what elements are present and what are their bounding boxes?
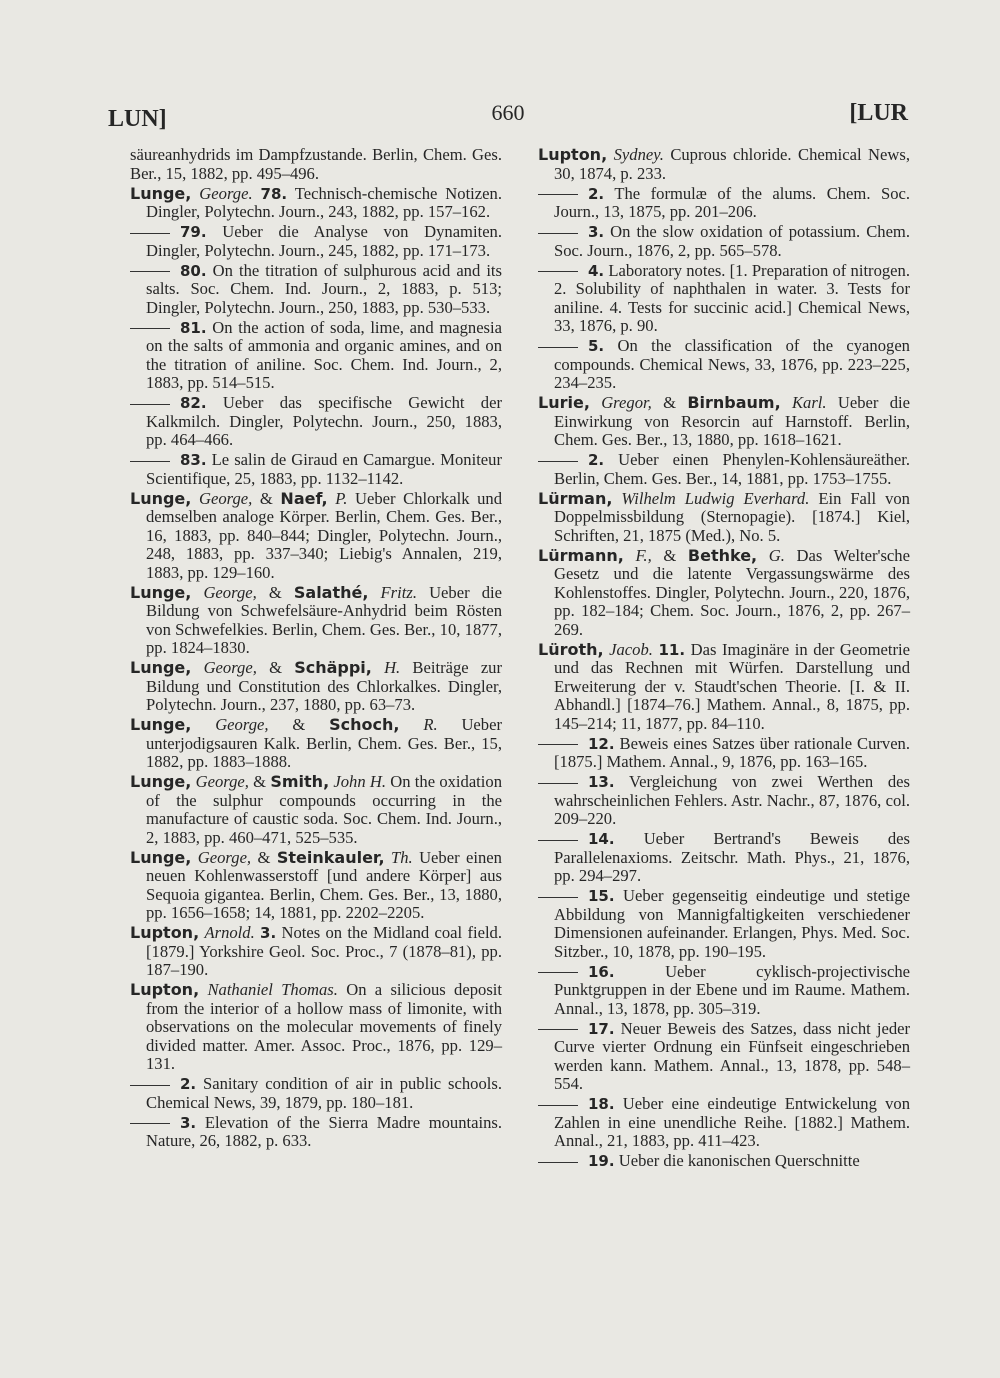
entry-number: 3. bbox=[588, 223, 605, 241]
entry-number: 81. bbox=[180, 318, 207, 337]
entry-text: On the oxidation of the sulphur compounds occurring in the manufacture of caustic soda. Soc. Chem. Ind. Journ., 2, 1883, pp. 460–471, 525–535. bbox=[146, 772, 502, 847]
coauthor-surname: Bethke, bbox=[687, 545, 758, 565]
bibliography-entry bbox=[538, 963, 910, 1019]
coauthor-given-name: John H. bbox=[333, 772, 387, 791]
author-given-name: George, bbox=[203, 658, 257, 677]
entry-number: 15. bbox=[588, 887, 615, 905]
author-given-name: George, bbox=[198, 488, 253, 508]
bibliography-entry bbox=[538, 830, 910, 886]
entry-number: 82. bbox=[180, 394, 207, 412]
entry-text: Ueber eine eindeutige Entwickelung von Zahlen in eine unendliche Reihe. [1882.] Mathem. Annal., 21, 1883, pp. 411–423. bbox=[554, 1094, 910, 1150]
entry-number: 12. bbox=[588, 734, 615, 753]
ditto-dash bbox=[538, 744, 578, 745]
author-surname: Lunge, bbox=[130, 715, 192, 734]
bibliography-entry bbox=[538, 1020, 910, 1094]
bibliography-entry bbox=[538, 185, 910, 222]
author-given-name: George. bbox=[199, 183, 253, 203]
entry-text: Ueber cyklisch-projectivische Punktgruppen in der Ebene und im Raume. Mathem. Annal., 13, 1878, pp. 305–319. bbox=[554, 961, 910, 1018]
ditto-dash bbox=[538, 1105, 578, 1106]
ditto-dash bbox=[538, 347, 578, 348]
bibliography-entry bbox=[130, 1114, 502, 1151]
entry-number: 14. bbox=[588, 830, 615, 848]
bibliography-entry bbox=[538, 146, 910, 183]
coauthor-given-name: H. bbox=[384, 658, 401, 677]
entry-number: 78. bbox=[260, 184, 288, 203]
entry-text: Ueber Chlorkalk und demselben analoge Körper. Berlin, Chem. Ges. Ber., 16, 1883, pp. 840–844; Dingler, Polytechn. Journ., 248, 1883, pp. 337–340; Liebig's Annalen, 219, 1883, pp. 129–160. bbox=[146, 488, 502, 582]
entry-text: Technisch-chemische Notizen. Dingler, Polytechn. Journ., 243, 1882, pp. 157–162. bbox=[146, 183, 502, 221]
ampersand: & bbox=[253, 772, 267, 791]
entry-number: 19. bbox=[588, 1152, 615, 1170]
entry-number: 18. bbox=[588, 1095, 615, 1113]
entry-text: Ueber gegenseitig eindeutige und stetige Abbildung von Mannigfaltigkeiten verschiedener Dimensionen aufeinander. Erlangen, Phys. Med. Soc. Sitzber., 10, 1878, pp. 190–195. bbox=[554, 886, 910, 961]
entry-text: On the slow oxidation of potassium. Chem. Soc. Journ., 1876, 2, pp. 565–578. bbox=[554, 222, 910, 260]
ampersand: & bbox=[269, 658, 282, 677]
author-given-name: Wilhelm Ludwig Everhard. bbox=[621, 488, 810, 508]
bibliography-entry bbox=[130, 185, 502, 222]
bibliography-entry bbox=[130, 1075, 502, 1112]
author-surname: Lupton, bbox=[130, 923, 200, 942]
author-given-name: George, bbox=[203, 582, 257, 602]
ditto-dash bbox=[538, 783, 578, 784]
entry-text: Sanitary condition of air in public schools. Chemical News, 39, 1879, pp. 180–181. bbox=[146, 1074, 502, 1112]
entry-text: Ueber unterjodigsauren Kalk. Berlin, Chem. Ges. Ber., 15, 1882, pp. 1883–1888. bbox=[146, 715, 502, 771]
entry-text: Ueber die kanonischen Querschnitte bbox=[618, 1151, 860, 1170]
coauthor-given-name: Th. bbox=[390, 847, 413, 867]
entry-number: 5. bbox=[588, 337, 605, 355]
author-surname: Lupton, bbox=[130, 980, 200, 999]
author-surname: Lüroth, bbox=[538, 639, 604, 659]
author-given-name: George, bbox=[215, 715, 269, 734]
entry-number: 79. bbox=[180, 223, 207, 241]
entry-text: Ueber einen neuen Kohlenwasserstoff [und andere Körper] aus Sequoia gigantea. Berlin, Chem. Ges. Ber., 13, 1880, pp. 1656–1658; 14, 1881, pp. 2202–2205. bbox=[146, 847, 502, 922]
ditto-dash bbox=[538, 271, 578, 272]
entry-text: Ueber einen Phenylen-Kohlensäureäther. Berlin, Chem. Ges. Ber., 14, 1881, pp. 1753–1755. bbox=[554, 450, 910, 488]
ditto-dash bbox=[130, 1123, 170, 1124]
entry-text: Das Welter'sche Gesetz und die latente Vergassungswärme des Kohlenstoffes. Dingler, Polytechn. Journ., 220, 1876, pp. 182–184; Chem. Soc. Journ., 1876, 2, pp. 267–269. bbox=[554, 545, 910, 639]
author-surname: Lunge, bbox=[130, 772, 192, 791]
page-number: 660 bbox=[491, 100, 525, 125]
bibliography-entry bbox=[538, 1152, 910, 1171]
entry-text: Ein Fall von Doppelmissbildung (Sternopagie). [1874.] Kiel, Schriften, 21, 1875 (Med.), No. 5. bbox=[554, 488, 910, 545]
ditto-dash bbox=[130, 404, 170, 405]
author-surname: Lunge, bbox=[130, 488, 192, 508]
author-surname: Lürmann, bbox=[538, 545, 624, 565]
author-surname: Lupton, bbox=[538, 145, 608, 164]
ditto-dash bbox=[130, 1085, 170, 1086]
entry-number: 3. bbox=[260, 924, 277, 942]
entry-text: Ueber das specifische Gewicht der Kalkmilch. Dingler, Polytechn. Journ., 250, 1883, pp. 464–466. bbox=[146, 393, 502, 449]
entry-number: 2. bbox=[588, 451, 605, 469]
entry-text: Ueber die Bildung von Schwefelsäure-Anhydrid beim Rösten von Schwefelkies. Berlin, Chem. Ges. Ber., 10, 1877, pp. 1824–1830. bbox=[146, 582, 502, 657]
author-given-name: Sydney. bbox=[613, 145, 664, 164]
author-given-name: Nathaniel Thomas. bbox=[207, 980, 338, 999]
author-given-name: F., bbox=[635, 545, 652, 565]
bibliography-entry bbox=[538, 451, 910, 488]
author-given-name: George, bbox=[195, 772, 249, 791]
entry-text: Beweis eines Satzes über rationale Curven. [1875.] Mathem. Annal., 9, 1876, pp. 163–165. bbox=[554, 733, 911, 771]
ditto-dash bbox=[538, 233, 578, 234]
bibliography-entry bbox=[538, 735, 910, 772]
entry-number: 4. bbox=[588, 261, 605, 280]
entry-number: 17. bbox=[588, 1019, 615, 1038]
bibliography-entry bbox=[130, 924, 502, 980]
entry-text: Notes on the Midland coal field. [1879.] Yorkshire Geol. Soc. Proc., 7 (1878–81), pp. 187–190. bbox=[146, 923, 503, 979]
bibliography-entry bbox=[130, 394, 502, 450]
entry-text: On the classification of the cyanogen compounds. Chemical News, 33, 1876, pp. 223–225, 234–235. bbox=[554, 336, 910, 392]
coauthor-given-name: P. bbox=[335, 488, 348, 508]
bibliography-entry bbox=[130, 716, 502, 772]
author-surname: Lunge, bbox=[130, 183, 192, 203]
entry-text: Vergleichung von zwei Werthen des wahrscheinlichen Fehlers. Astr. Nachr., 87, 1876, col. 209–220. bbox=[554, 772, 910, 828]
author-surname: Lürman, bbox=[538, 488, 613, 508]
bibliography-entry bbox=[130, 981, 502, 1074]
bibliography-entry bbox=[538, 773, 910, 829]
ditto-dash bbox=[130, 233, 170, 234]
entry-text: On a silicious deposit from the interior of a hollow mass of limonite, with observations on the molecular movements of finely divided matter. Amer. Assoc. Proc., 1876, pp. 129–131. bbox=[146, 980, 502, 1073]
ditto-dash bbox=[538, 972, 578, 973]
coauthor-given-name: G. bbox=[768, 545, 785, 565]
ditto-dash bbox=[538, 1162, 578, 1163]
bibliography-entry bbox=[130, 451, 502, 488]
bibliography-entry bbox=[130, 146, 502, 183]
bibliography-entry bbox=[538, 490, 910, 546]
head-left: LUN] bbox=[108, 106, 167, 132]
entry-number: 3. bbox=[180, 1113, 197, 1132]
entry-number: 2. bbox=[180, 1075, 197, 1093]
entry-text: Neuer Beweis des Satzes, dass nicht jeder Curve vierter Ordnung ein Fünfseit eingeschrieben werden kann. Mathem. Annal., 13, 1878, pp. 548–554. bbox=[554, 1018, 911, 1093]
left-column bbox=[130, 146, 502, 1152]
author-surname: Lurie, bbox=[538, 393, 590, 412]
entry-text: Das Imaginäre in der Geometrie und das Rechnen mit Würfen. Darstellung und Erweiterung der v. Staudt'schen Theorie. [I. & II. Abhandl.] [1874–76.] Mathem. Annal., 8, 1875, pp. 145–214; 11, 1877, pp. 84–110. bbox=[554, 639, 910, 733]
author-surname: Lunge, bbox=[130, 582, 192, 602]
entry-text: Ueber Bertrand's Beweis des Parallelenaxioms. Zeitschr. Math. Phys., 21, 1876, pp. 294–297. bbox=[554, 829, 910, 885]
bibliography-entry bbox=[538, 262, 910, 336]
bibliography-entry bbox=[130, 773, 502, 847]
entry-number: 80. bbox=[180, 261, 207, 280]
entry-text: Cuprous chloride. Chemical News, 30, 1874, p. 233. bbox=[554, 145, 910, 183]
ampersand: & bbox=[663, 545, 677, 565]
entry-text: Laboratory notes. [1. Preparation of nitrogen. 2. Solubility of naphthalen in water. 3. Tests for aniline. 4. Tests for succinic acid.] Chemical News, 33, 1876, p. 90. bbox=[554, 260, 910, 335]
ditto-dash bbox=[538, 1029, 578, 1030]
bibliography-entry bbox=[538, 887, 910, 961]
coauthor-given-name: Fritz. bbox=[380, 582, 417, 602]
bibliography-entry bbox=[130, 490, 502, 583]
bibliography-entry bbox=[130, 659, 502, 715]
coauthor-surname: Salathé, bbox=[293, 582, 369, 602]
ditto-dash bbox=[130, 461, 170, 462]
entry-number: 13. bbox=[588, 773, 615, 791]
bibliography-entry bbox=[130, 584, 502, 658]
entry-number: 16. bbox=[588, 962, 615, 981]
entry-text: säureanhydrids im Dampfzustande. Berlin, Chem. Ges. Ber., 15, 1882, pp. 495–496. bbox=[130, 145, 502, 183]
coauthor-surname: Birnbaum, bbox=[687, 393, 781, 412]
ditto-dash bbox=[130, 271, 170, 272]
bibliography-entry bbox=[130, 262, 502, 318]
running-head bbox=[108, 100, 908, 140]
ditto-dash bbox=[538, 194, 578, 195]
ditto-dash bbox=[538, 840, 578, 841]
bibliography-entry bbox=[130, 319, 502, 393]
coauthor-given-name: Karl. bbox=[791, 393, 827, 412]
author-given-name: Arnold. bbox=[204, 923, 255, 942]
entry-text: Elevation of the Sierra Madre mountains. Nature, 26, 1882, p. 633. bbox=[146, 1112, 503, 1150]
entry-text: Ueber die Einwirkung von Resorcin auf Harnstoff. Berlin, Chem. Ges. Ber., 13, 1880, pp. 1618–1621. bbox=[554, 393, 911, 449]
ampersand: & bbox=[257, 847, 271, 867]
entry-number: 11. bbox=[658, 640, 686, 659]
entry-text: Beiträge zur Bildung und Constitution des Chlorkalkes. Dingler, Polytechn. Journ., 237, 1880, pp. 63–73. bbox=[146, 658, 503, 714]
author-surname: Lunge, bbox=[130, 847, 192, 867]
bibliography-entry bbox=[538, 337, 910, 393]
coauthor-given-name: R. bbox=[423, 715, 438, 734]
coauthor-surname: Smith, bbox=[270, 772, 330, 791]
bibliography-entry bbox=[538, 547, 910, 640]
ampersand: & bbox=[259, 488, 273, 508]
ampersand: & bbox=[663, 393, 676, 412]
ampersand: & bbox=[268, 582, 282, 602]
ditto-dash bbox=[538, 461, 578, 462]
ditto-dash bbox=[538, 897, 578, 898]
bibliography-entry bbox=[538, 223, 910, 260]
right-column bbox=[538, 146, 910, 1172]
coauthor-surname: Schoch, bbox=[329, 715, 400, 734]
author-given-name: George, bbox=[197, 847, 252, 867]
entry-number: 2. bbox=[588, 184, 605, 203]
entry-text: On the action of soda, lime, and magnesia on the salts of ammonia and organic amines, and on the titration of aniline. Soc. Chem. Ind. Journ., 2, 1883, pp. 514–515. bbox=[146, 317, 502, 392]
entry-text: The formulæ of the alums. Chem. Soc. Journ., 13, 1875, pp. 201–206. bbox=[554, 183, 911, 221]
bibliography-entry bbox=[130, 849, 502, 923]
bibliography-entry bbox=[130, 223, 502, 260]
bibliography-entry bbox=[538, 641, 910, 734]
entry-text: On the titration of sulphurous acid and its salts. Soc. Chem. Ind. Journ., 2, 1883, p. 513; Dingler, Polytechn. Journ., 250, 1883, pp. 530–533. bbox=[146, 260, 503, 317]
head-right: [LUR bbox=[849, 100, 908, 126]
author-surname: Lunge, bbox=[130, 658, 192, 677]
entry-text: Le salin de Giraud en Camargue. Moniteur Scientifique, 25, 1883, pp. 1132–1142. bbox=[146, 450, 502, 488]
coauthor-surname: Naef, bbox=[280, 488, 328, 508]
entry-number: 83. bbox=[180, 451, 207, 469]
coauthor-surname: Steinkauler, bbox=[276, 847, 385, 867]
author-given-name: Gregor, bbox=[601, 393, 652, 412]
coauthor-surname: Schäppi, bbox=[294, 658, 372, 677]
ditto-dash bbox=[130, 328, 170, 329]
bibliography-entry bbox=[538, 394, 910, 450]
ampersand: & bbox=[292, 715, 306, 734]
author-given-name: Jacob. bbox=[609, 639, 653, 659]
bibliography-entry bbox=[538, 1095, 910, 1151]
entry-text: Ueber die Analyse von Dynamiten. Dingler, Polytechn. Journ., 245, 1882, pp. 171–173. bbox=[146, 222, 502, 260]
